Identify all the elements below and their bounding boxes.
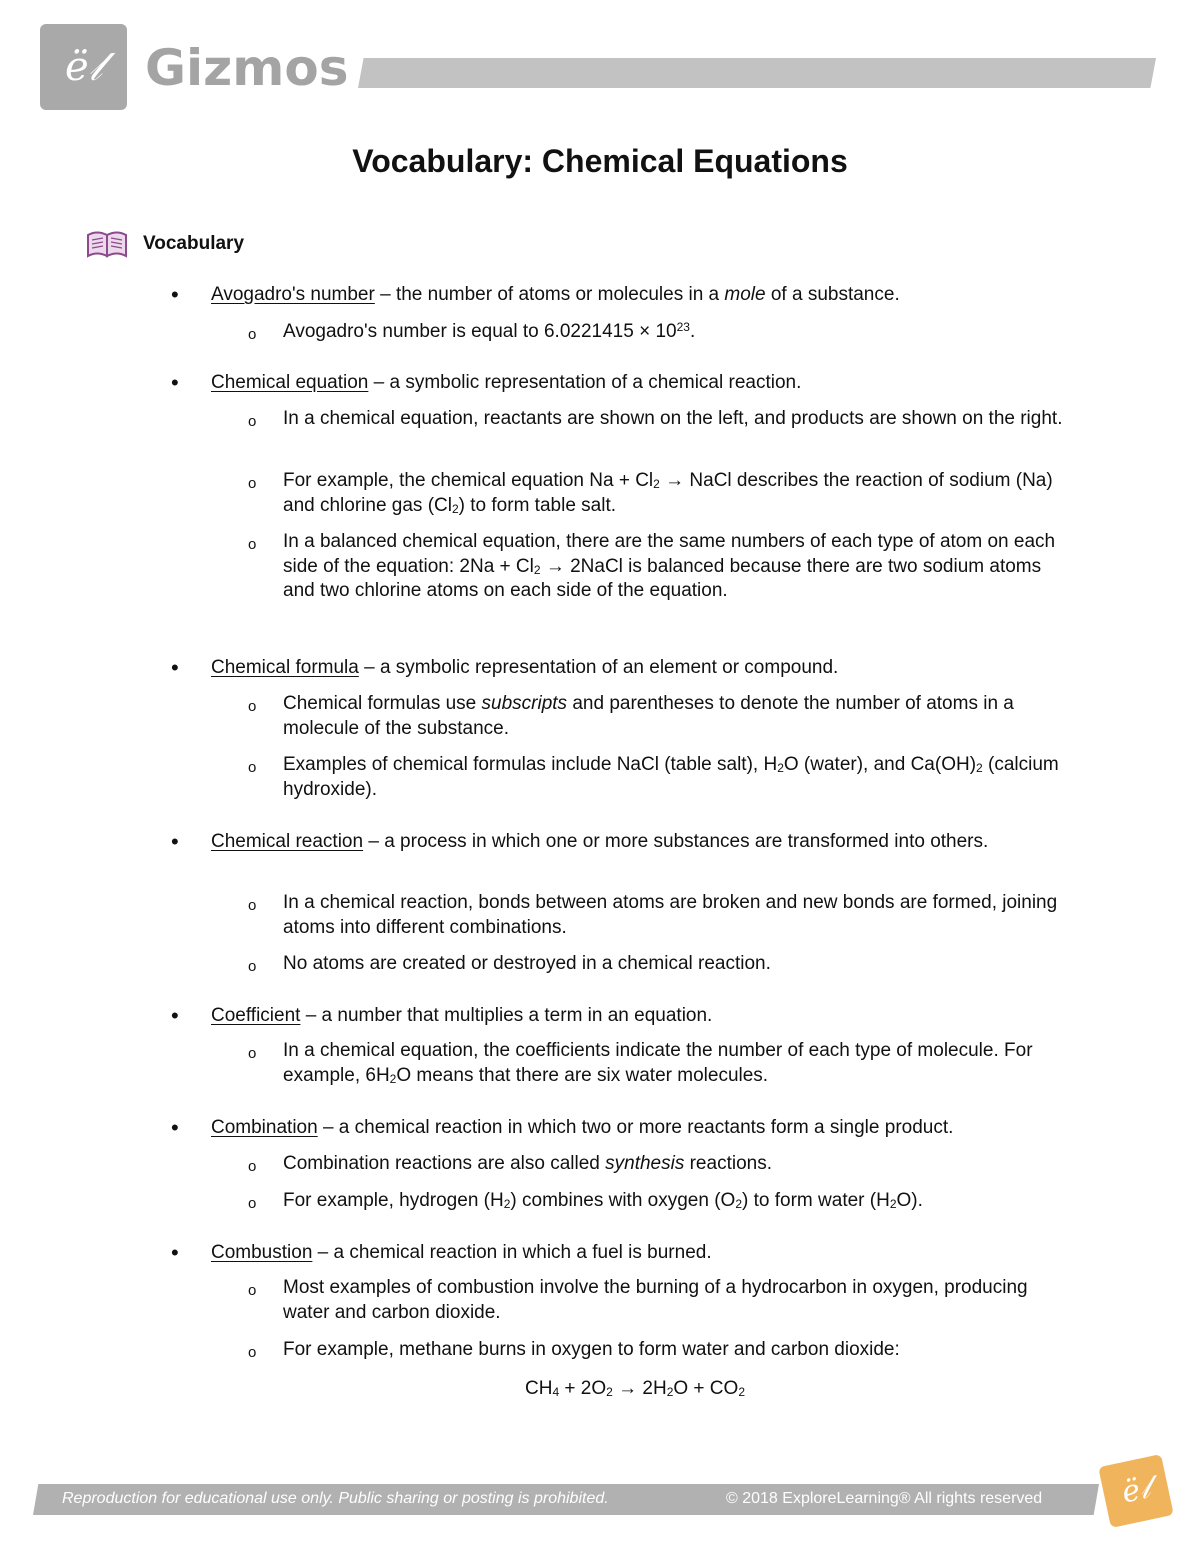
bullet: • [171,1115,179,1140]
bullet: • [171,282,179,307]
sub-text: In a balanced chemical equation, there are the same numbers of each type of atom on each side of the equation: $2Na + Cl_2$ → 2NaCl is balanced because there are two sodium atoms and two chlorine atoms on each side of the equation. [283,531,1056,601]
sub-bullet: o [248,475,257,492]
explorelearning-logo [40,24,127,110]
term-line: Avogadro's number – the number of atoms or molecules in a mole of a substance. [211,284,900,305]
methane-combustion-equation: $CH_4 + 2O_2 \to 2H_2O + CO_2$ [525,1378,745,1399]
sub-text: For example, the chemical equation $Na + Cl_2$ → NaCl describes the reaction of sodium (Na) and chlorine gas $(Cl_2)$ to form table salt. [283,470,1053,516]
sub-text: In a chemical equation, the coefficients indicate the number of each type of molecule. For example, $6H_2O$ means that there are six water molecules. [283,1040,1033,1086]
page-title: Vocabulary: Chemical Equations [352,143,848,179]
sub-bullet: o [248,326,257,343]
sub-text: Most examples of combustion involve the burning of a hydrocarbon in oxygen, producing water and carbon dioxide. [283,1277,1028,1323]
sub-text: Avogadro's number is equal to $6.0221415 \times 10^{23}$. [283,320,696,342]
sub-bullet: o [248,759,257,776]
footer-logo-mark: ë𝓁 [1118,1470,1154,1511]
section-title: Vocabulary [143,233,245,254]
sub-text: For example, methane burns in oxygen to form water and carbon dioxide: [283,1339,900,1360]
sub-text: Examples of chemical formulas include NaCl (table salt), $H_2O$ (water), and $Ca(OH)_2$ (calcium hydroxide). [283,754,1059,800]
sub-bullet: o [248,413,257,430]
term-line: Coefficient – a number that multiplies a term in an equation. [211,1005,713,1026]
footer-logo [1098,1454,1173,1528]
bullet: • [171,655,179,680]
bullet: • [171,370,179,395]
brand-name: Gizmos [145,39,349,97]
section-heading [86,228,244,260]
book-icon [86,229,128,259]
sub-bullet: o [248,1195,257,1212]
sub-bullet: o [248,1282,257,1299]
sub-bullet: o [248,1158,257,1175]
footer-copyright: © 2018 ExploreLearning® All rights reserved [726,1490,1043,1507]
sub-bullet: o [248,1344,257,1361]
term-word: Chemical reaction [211,831,364,852]
sub-text: Combination reactions are also called synthesis reactions. [283,1153,772,1174]
term-line: Chemical formula – a symbolic representation of an element or compound. [211,657,839,678]
sub-text: For example, hydrogen $(H_2)$ combines with oxygen $(O_2)$ to form water $(H_2O)$. [283,1190,923,1211]
sub-bullet: o [248,1045,257,1062]
term-line: Combination – a chemical reaction in which two or more reactants form a single product. [211,1117,954,1138]
sub-text: No atoms are created or destroyed in a chemical reaction. [283,953,771,974]
sub-bullet: o [248,536,257,553]
term-word: Combustion [211,1242,313,1263]
term-word: Combination [211,1117,318,1138]
sub-bullet: o [248,698,257,715]
footer-notice: Reproduction for educational use only. Public sharing or posting is prohibited. [62,1490,609,1507]
sub-text: In a chemical reaction, bonds between atoms are broken and new bonds are formed, joining atoms into different combinations. [283,892,1058,938]
sub-text: In a chemical equation, reactants are shown on the left, and products are shown on the right. [283,408,1063,429]
term-line: Chemical equation – a symbolic representation of a chemical reaction. [211,372,802,393]
logo-mark: ë𝓁 [65,44,102,90]
term-word: Chemical equation [211,372,369,393]
sub-bullet: o [248,958,257,975]
term-word: Avogadro's number [211,284,375,305]
header-bar [358,58,1156,88]
term-line: Chemical reaction – a process in which one or more substances are transformed into others. [211,831,989,852]
sub-text: Chemical formulas use subscripts and parentheses to denote the number of atoms in a molecule of the substance. [283,693,1014,739]
term-line: Combustion – a chemical reaction in which a fuel is burned. [211,1242,712,1263]
sub-bullet: o [248,897,257,914]
bullet: • [171,829,179,854]
term-word: Coefficient [211,1005,301,1026]
bullet: • [171,1240,179,1265]
bullet: • [171,1003,179,1028]
term-word: Chemical formula [211,657,359,678]
